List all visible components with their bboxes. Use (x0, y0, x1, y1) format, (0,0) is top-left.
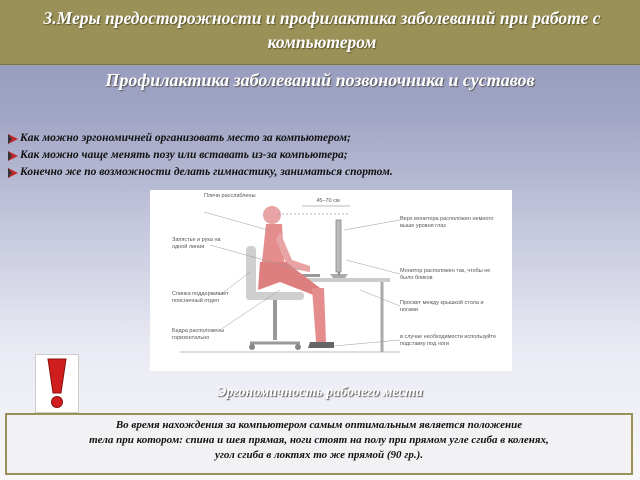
label-wrist: Запястье и рука на одной линии (172, 237, 221, 250)
list-item (8, 130, 633, 147)
ergonomics-illustration (150, 190, 512, 371)
label-distance: 45–70 см (316, 198, 340, 204)
bullet-text: Как можно эргономичней организовать место за компьютером; (20, 132, 351, 144)
section-subtitle: Профилактика заболеваний позвоночника и суставов (105, 70, 535, 90)
summary-line-2: тела при котором: спина и шея прямая, ноги стоят на полу при прямом угле сгиба в коленях, (89, 434, 549, 446)
list-item (8, 164, 633, 181)
label-shoulders: Плечи расслаблены (204, 193, 256, 199)
label-back: Спинка поддерживает поясничный отдел (172, 291, 229, 304)
bullet-text: Как можно чаще менять позу или вставать из-за компьютера; (20, 149, 348, 161)
summary-line-3: угол сгиба в локтях то же прямой (90 гр.). (214, 449, 423, 461)
label-monitor-glare: Монитор расположен так, чтобы не было бликов (400, 268, 491, 281)
label-gap: Просвет между крышкой стола и ногами (400, 300, 484, 313)
bullet-arrow-icon (8, 151, 18, 161)
list-item (8, 147, 633, 164)
warning-sign (35, 354, 79, 413)
label-thighs: Бедра расположены горизонтально (172, 328, 225, 341)
slide-title: 3.Меры предосторожности и профилактика заболеваний при работе с компьютером (43, 8, 601, 52)
header-bar (0, 0, 640, 65)
summary-box (5, 413, 633, 475)
label-monitor-top: Верх монитора расположен немного выше уровня глаз (400, 216, 494, 229)
bullet-list (8, 130, 633, 181)
figure-caption: Эргономичность рабочего места (217, 385, 423, 400)
bullet-arrow-icon (8, 134, 18, 144)
exclamation-mark-icon (36, 355, 78, 412)
bullet-text: Конечно же по возможности делать гимнастику, заниматься спортом. (20, 166, 393, 178)
summary-line-1: Во время нахождения за компьютером самым оптимальным является положение (115, 419, 523, 431)
bullet-arrow-icon (8, 168, 18, 178)
label-footrest: в случае необходимости используйте подставку под ноги (400, 334, 497, 347)
